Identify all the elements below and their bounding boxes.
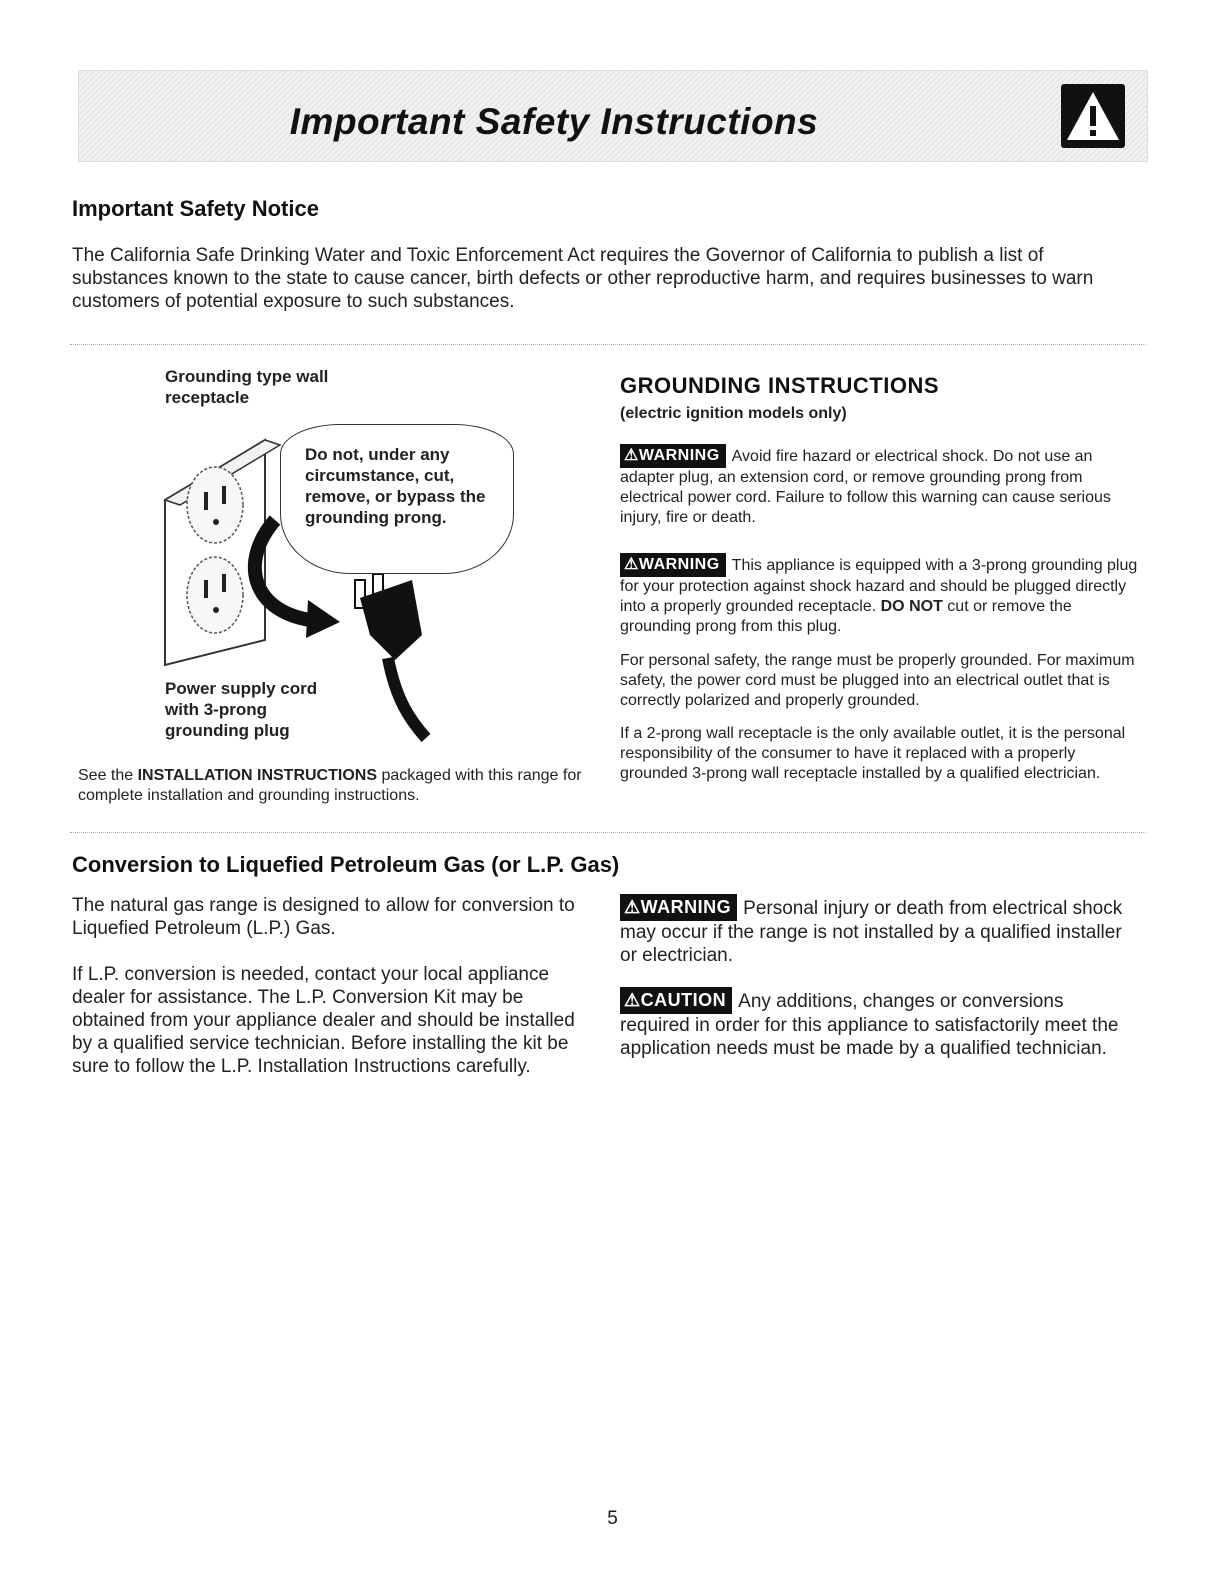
conversion-heading: Conversion to Liquefied Petroleum Gas (or L.P. Gas) [72,852,620,877]
notice-body: The California Safe Drinking Water and Toxic Enforcement Act requires the Governor of California to publish a list of substances known to the state to cause cancer, birth defects or other reproductive harm, and requires businesses to warn customers of potential exposure to such substances. [72,245,1094,312]
warning-badge: ⚠WARNING [620,894,737,921]
warning-badge: ⚠WARNING [620,444,726,468]
divider [70,832,1146,833]
notice-heading: Important Safety Notice [72,196,319,221]
grounding-para-2: If a 2-prong wall receptacle is the only available outlet, it is the personal responsibility of the consumer to have it replaced with a properly grounded 3-prong wall receptacle installed by a qualified electrician. [620,725,1126,782]
callout-text: Do not, under any circumstance, cut, remove, or bypass the grounding prong. [305,445,486,527]
figure-caption: See the INSTALLATION INSTRUCTIONS packaged with this range for complete installation and grounding instructions. [78,767,582,804]
page-number: 5 [607,1508,618,1529]
conversion-caution: ⚠CAUTION Any additions, changes or conversions required in order for this appliance to satisfactorily meet the application needs must be made by a qualified technician. [620,987,1130,1060]
conversion-para-2: If L.P. conversion is needed, contact your local appliance dealer for assistance. The L.P. Conversion Kit may be obtained from your appliance dealer and should be installed by a qualified service technician. Before installing the kit be sure to follow the L.P. Installation Instructions carefully. [72,964,575,1077]
grounding-heading: GROUNDING INSTRUCTIONS [620,373,939,398]
grounding-warning-2: ⚠WARNING This appliance is equipped with a 3-prong grounding plug for your protection against shock hazard and should be plugged directly into a properly grounded receptacle. DO NOT cut or remove the grounding prong from this plug. [620,553,1142,637]
receptacle-label: Grounding type wall receptacle [165,367,329,407]
conversion-para-1: The natural gas range is designed to allow for conversion to Liquefied Petroleum (L.P.) Gas. [72,895,575,939]
grounding-subheading: (electric ignition models only) [620,405,847,422]
divider [70,344,1146,345]
page-title: Important Safety Instructions [289,101,819,142]
grounding-para-1: For personal safety, the range must be properly grounded. For maximum safety, the power cord must be plugged into an electrical outlet that is correctly polarized and properly grounded. [620,652,1135,709]
caution-badge: ⚠CAUTION [620,987,732,1014]
header-banner [78,70,1148,162]
cord-label: Power supply cord with 3-prong grounding plug [165,679,318,740]
warning-badge: ⚠WARNING [620,553,726,577]
warning-icon [1061,84,1125,148]
grounding-warning-1: ⚠WARNING Avoid fire hazard or electrical shock. Do not use an adapter plug, an extension cord, or remove grounding prong from electrical power cord. Failure to follow this warning can cause serious injury, fire or death. [620,444,1142,528]
conversion-warning: ⚠WARNING Personal injury or death from electrical shock may occur if the range is not installed by a qualified installer or electrician. [620,894,1130,967]
